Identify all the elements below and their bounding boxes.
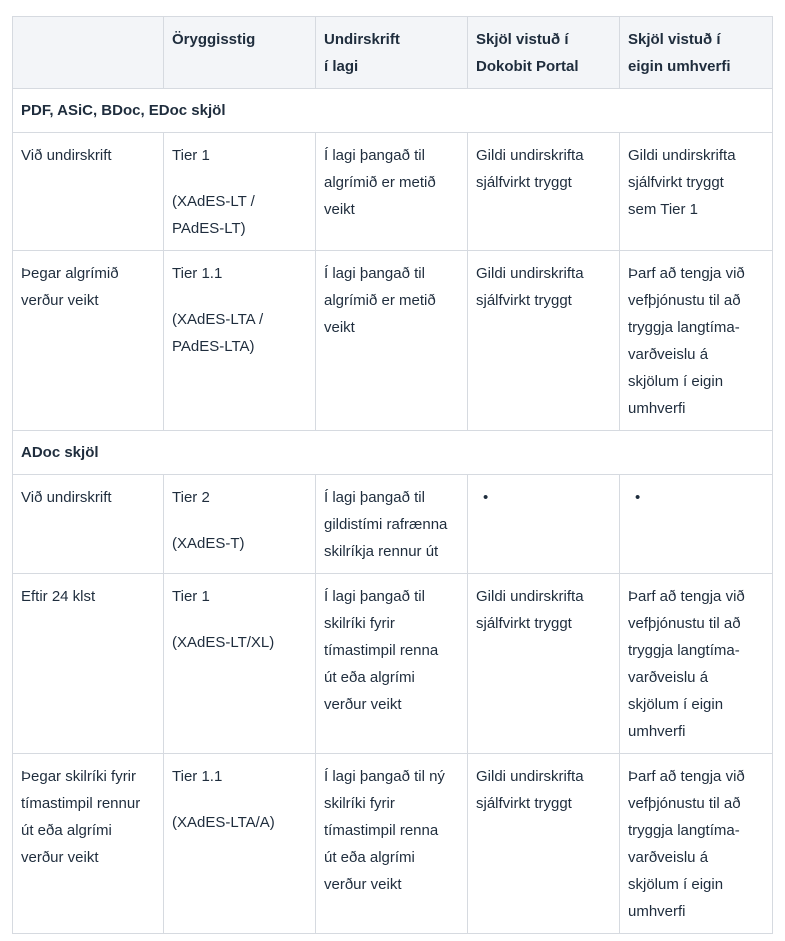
cell-line: gildistími rafrænna [324, 516, 448, 533]
cell-line: tryggja langtíma- [628, 642, 740, 659]
cell-event [13, 574, 164, 754]
cell-line: Gildi undirskrifta [476, 265, 584, 282]
tier-label: Tier 2 [172, 489, 210, 506]
cell-line: Þarf að tengja við [628, 768, 745, 785]
cell-line: Í lagi þangað til [324, 265, 425, 282]
cell-valid [316, 475, 468, 574]
cell-line: tryggja langtíma- [628, 822, 740, 839]
cell-line: verður veikt [324, 696, 402, 713]
tier-detail: (XAdES-LT/XL) [172, 634, 275, 651]
cell-portal [468, 251, 620, 431]
table-row [13, 574, 773, 754]
table-header-row [13, 17, 773, 89]
bullet-icon: • [635, 489, 641, 506]
header-text: í lagi [324, 58, 359, 75]
header-empty-cell [13, 17, 164, 89]
cell-line: tímastimpil renna [324, 642, 439, 659]
cell-line: skjölum í eigin [628, 876, 724, 893]
header-security-level [164, 17, 316, 89]
cell-own [620, 475, 773, 574]
cell-line: umhverfi [628, 400, 686, 417]
cell-line: verður veikt [21, 292, 99, 309]
header-text: Undirskrift [324, 31, 400, 48]
cell-line: sjálfvirkt tryggt [628, 174, 724, 191]
cell-line: Við undirskrift [21, 489, 112, 506]
table-row [13, 754, 773, 934]
cell-line: Þarf að tengja við [628, 265, 745, 282]
cell-line: sjálfvirkt tryggt [476, 174, 572, 191]
cell-line: Eftir 24 klst [21, 588, 96, 605]
cell-own [620, 754, 773, 934]
cell-line: vefþjónustu til að [628, 292, 741, 309]
cell-tier [164, 754, 316, 934]
cell-portal [468, 133, 620, 251]
cell-line: skjölum í eigin [628, 373, 724, 390]
cell-valid [316, 574, 468, 754]
cell-own [620, 574, 773, 754]
cell-line: Þegar algrímið [21, 265, 119, 282]
cell-line: skjölum í eigin [628, 696, 724, 713]
cell-line: umhverfi [628, 903, 686, 920]
cell-line: Gildi undirskrifta [476, 147, 584, 164]
header-portal-storage [468, 17, 620, 89]
cell-own [620, 251, 773, 431]
tier-label: Tier 1 [172, 588, 210, 605]
header-own-storage [620, 17, 773, 89]
cell-line: algrímið er metið [324, 174, 436, 191]
tier-detail: PAdES-LT) [172, 220, 246, 237]
cell-line: vefþjónustu til að [628, 795, 741, 812]
header-security-level-text: Öryggisstig [172, 31, 256, 48]
cell-line: veikt [324, 319, 355, 336]
cell-line: vefþjónustu til að [628, 615, 741, 632]
section-row-pdf [13, 89, 773, 133]
section-title-pdf: PDF, ASiC, BDoc, EDoc skjöl [13, 89, 773, 133]
cell-line: skilríki fyrir [324, 615, 395, 632]
cell-line: tryggja langtíma- [628, 319, 740, 336]
cell-line: Gildi undirskrifta [628, 147, 736, 164]
cell-event [13, 754, 164, 934]
cell-line: Í lagi þangað til ný [324, 768, 445, 785]
cell-valid [316, 133, 468, 251]
bullet-icon: • [483, 489, 489, 506]
cell-line: sem Tier 1 [628, 201, 699, 218]
tier-detail: (XAdES-T) [172, 535, 245, 552]
cell-line: út eða algrími [324, 669, 415, 686]
cell-line: Þarf að tengja við [628, 588, 745, 605]
tier-label: Tier 1 [172, 147, 210, 164]
cell-line: sjálfvirkt tryggt [476, 615, 572, 632]
cell-event [13, 475, 164, 574]
cell-line: Í lagi þangað til [324, 489, 425, 506]
tier-label: Tier 1.1 [172, 265, 223, 282]
cell-tier [164, 251, 316, 431]
cell-line: varðveislu á [628, 669, 709, 686]
cell-line: Við undirskrift [21, 147, 112, 164]
cell-tier [164, 475, 316, 574]
header-text: Skjöl vistuð í [628, 31, 721, 48]
signature-levels-table [12, 16, 773, 934]
cell-line: verður veikt [21, 849, 99, 866]
cell-line: tímastimpil renna [324, 822, 439, 839]
table-row [13, 251, 773, 431]
header-text: Dokobit Portal [476, 58, 579, 75]
cell-line: Gildi undirskrifta [476, 768, 584, 785]
cell-line: Í lagi þangað til [324, 588, 425, 605]
cell-line: verður veikt [324, 876, 402, 893]
cell-line: út eða algrími [324, 849, 415, 866]
cell-valid [316, 754, 468, 934]
cell-own [620, 133, 773, 251]
section-row-adoc [13, 431, 773, 475]
cell-line: skilríkja rennur út [324, 543, 439, 560]
cell-line: Þegar skilríki fyrir [21, 768, 137, 785]
cell-line: tímastimpil rennur [21, 795, 141, 812]
cell-portal [468, 754, 620, 934]
tier-detail: (XAdES-LT / [172, 193, 255, 210]
cell-valid [316, 251, 468, 431]
tier-detail: PAdES-LTA) [172, 338, 255, 355]
header-text: Skjöl vistuð í [476, 31, 569, 48]
table-row [13, 475, 773, 574]
cell-line: veikt [324, 201, 355, 218]
cell-line: út eða algrími [21, 822, 112, 839]
cell-line: sjálfvirkt tryggt [476, 795, 572, 812]
cell-event [13, 251, 164, 431]
tier-detail: (XAdES-LTA / [172, 311, 264, 328]
cell-line: varðveislu á [628, 346, 709, 363]
cell-line: umhverfi [628, 723, 686, 740]
cell-line: sjálfvirkt tryggt [476, 292, 572, 309]
cell-line: Í lagi þangað til [324, 147, 425, 164]
cell-portal [468, 475, 620, 574]
cell-portal [468, 574, 620, 754]
cell-event [13, 133, 164, 251]
table-row [13, 133, 773, 251]
header-signature-valid [316, 17, 468, 89]
section-title-adoc: ADoc skjöl [13, 431, 773, 475]
cell-tier [164, 133, 316, 251]
cell-line: Gildi undirskrifta [476, 588, 584, 605]
cell-line: algrímið er metið [324, 292, 436, 309]
cell-tier [164, 574, 316, 754]
cell-line: skilríki fyrir [324, 795, 395, 812]
cell-line: varðveislu á [628, 849, 709, 866]
header-text: eigin umhverfi [628, 58, 731, 75]
tier-detail: (XAdES-LTA/A) [172, 814, 275, 831]
tier-label: Tier 1.1 [172, 768, 223, 785]
